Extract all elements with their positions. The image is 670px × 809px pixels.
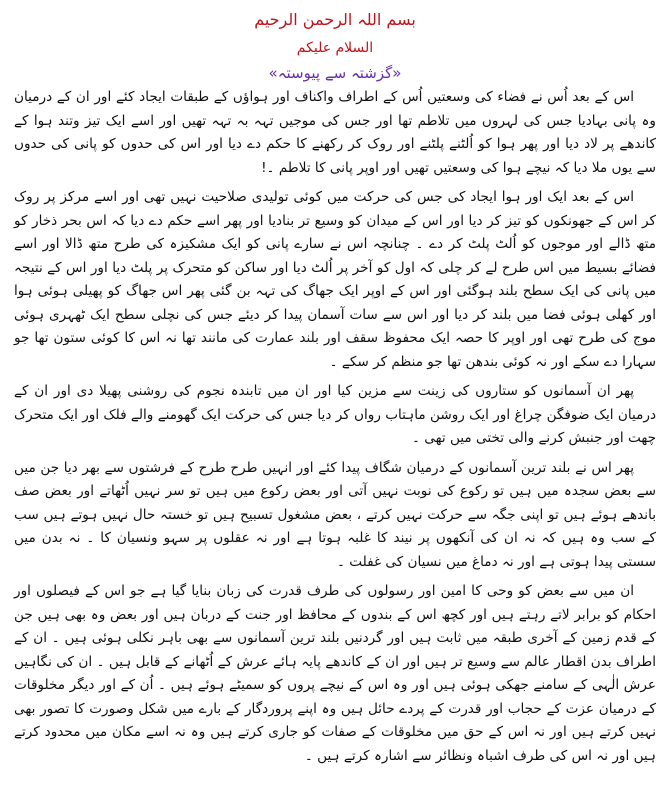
salam-line: السلام علیکم (296, 40, 374, 56)
paragraph-4: پھر اس نے بلند ترین آسمانوں کے درمیان شگاف پیدا کئے اور انہیں طرح طرح کے فرشتوں سے بھر دیا جن میں سے بعض سجدہ میں ہیں تو رکوع کی نوبت نہیں آتی اور بعض رکوع میں ہیں تو سر نہیں اُٹھاتے اور بعض صف باندھے ہوئے ہیں تو اپنی جگہ سے حرکت نہیں کرتے ، بعض مشغول تسبیح ہیں تو خستہ حال نہیں ہوتے ہیں سب کے سب وہ ہیں کہ نہ ان کی آنکھوں پر نیند کا غلبہ ہوتا ہے اور نہ عقلوں پر سہو ونسیان کا ۔ نہ بدن میں سستی پیدا ہوتی ہے اور نہ دماغ میں نسیان کی غفلت ۔ (14, 459, 656, 570)
paragraph-2: اس کے بعد ایک اور ہوا ایجاد کی جس کی حرکت میں کوئی تولیدی صلاحیت نہیں تھی اور اسے مرکز پر روک کر اس کے جھونکوں کو تیز کر دیا اور اس کے میدان کو وسیع تر بنادیا اور پھر اسے حکم دے دیا کہ اس بحر ذخار کو متھ ڈالے اور موجوں کو اُلٹ پلٹ کر دے ۔ چنانچہ اس نے سارے پانی کو ایک مشکیزہ کی طرح متھ ڈالا اور اسے فضائے بسیط میں اس طرح لے کر چلی کہ اول کو آخر پر اُلٹ دیا اور ساکن کو متحرک پر پلٹ دیا اور اس کے نتیجہ میں پانی کی ایک سطح بلند ہوگئی اور اس کے اوپر ایک جھاگ کی تہہ بن گئی پھر اس جھاگ کو پھیلی ہوئی ہوا اور کھلی ہوئی فضا میں بلند کر دیا اور اس سے سات آسمان پیدا کر دیئے جس کی نچلی سطح ایک ٹھہری ہوئی موج کی طرح تھی اور اوپر کا حصہ ایک محفوظ سقف اور بلند عمارت کی مانند تھا نہ اس کا کوئی ستون تھا جو سہارا دے سکے اور نہ کوئی بندھن تھا جو منظم کر سکے ۔ (14, 189, 656, 370)
paragraph-3: پھر ان آسمانوں کو ستاروں کی زینت سے مزین کیا اور ان میں تابندہ نجوم کی روشنی پھیلا دی اور ان کے درمیان ایک ضوفگن چراغ اور ایک روشن ماہتاب رواں کر دیا جس کی حرکت ایک گھومنے والے فلک اور ایک متحرک چھت اور جنبش کرنے والی تختی میں تھی ۔ (14, 383, 656, 447)
continued-from-previous-label: «گزشتہ سے پیوستہ» (268, 63, 402, 82)
paragraph-1: اس کے بعد اُس نے فضاء کی وسعتیں اُس کے اطراف واکناف اور ہواؤں کے طبقات ایجاد کئے اور ان کے درمیان وہ پانی بہادیا جس کی لہروں میں تلاطم تھا اور جس کی موجیں تہہ بہ تہہ تھیں اور اسے ایک تیز وتند ہوا کے کاندھے پر لاد دیا اور پھر ہوا کو اُلٹنے پلٹنے اور روک کر رکھنے کا حکم دے دیا اور اس کی حدوں کو پانی کی حدوں سے یوں ملا دیا کہ نیچے ہوا کی وسعتیں تھیں اور اوپر پانی کا تلاطم ۔! (14, 89, 656, 176)
paragraph-5: ان میں سے بعض کو وحی کا امین اور رسولوں کی طرف قدرت کی زبان بنایا گیا ہے جو اس کے فیصلوں اور احکام کو برابر لاتے رہتے ہیں اور کچھ اس کے بندوں کے محافظ اور جنت کے دربان ہیں اور بعض وہ بھی ہیں جن کے قدم زمین کے آخری طبقہ میں ثابت ہیں اور گردنیں بلند ترین آسمانوں سے بھی باہر نکلی ہوئی ہیں ۔ ان کے اطراف بدن اقطار عالم سے وسیع تر ہیں اور ان کے کاندھے پایہ ہائے عرش کے اُٹھانے کے قابل ہیں ۔ ان کی نگاہیں عرش الٰہی کے سامنے جھکی ہوئی ہیں اور وہ اس کے نیچے پروں کو سمیٹے ہوئے ہیں ۔ اُن کے اور دیگر مخلوقات کے درمیان عزت کے حجاب اور قدرت کے پردے حائل ہیں وہ اپنے پروردگار کے بارے میں شکل وصورت کا تصور بھی نہیں کرتے ہیں اور نہ اس کے حق میں مخلوقات کے صفات کو جاری کرتے ہیں وہ نہ اسے مکان میں محدود کرتے ہیں اور نہ اس کی طرف اشباہ ونظائر سے اشارہ کرتے ہیں ۔ (14, 583, 656, 764)
bismillah-heading: بسم اللہ الرحمن الرحیم (254, 10, 416, 29)
